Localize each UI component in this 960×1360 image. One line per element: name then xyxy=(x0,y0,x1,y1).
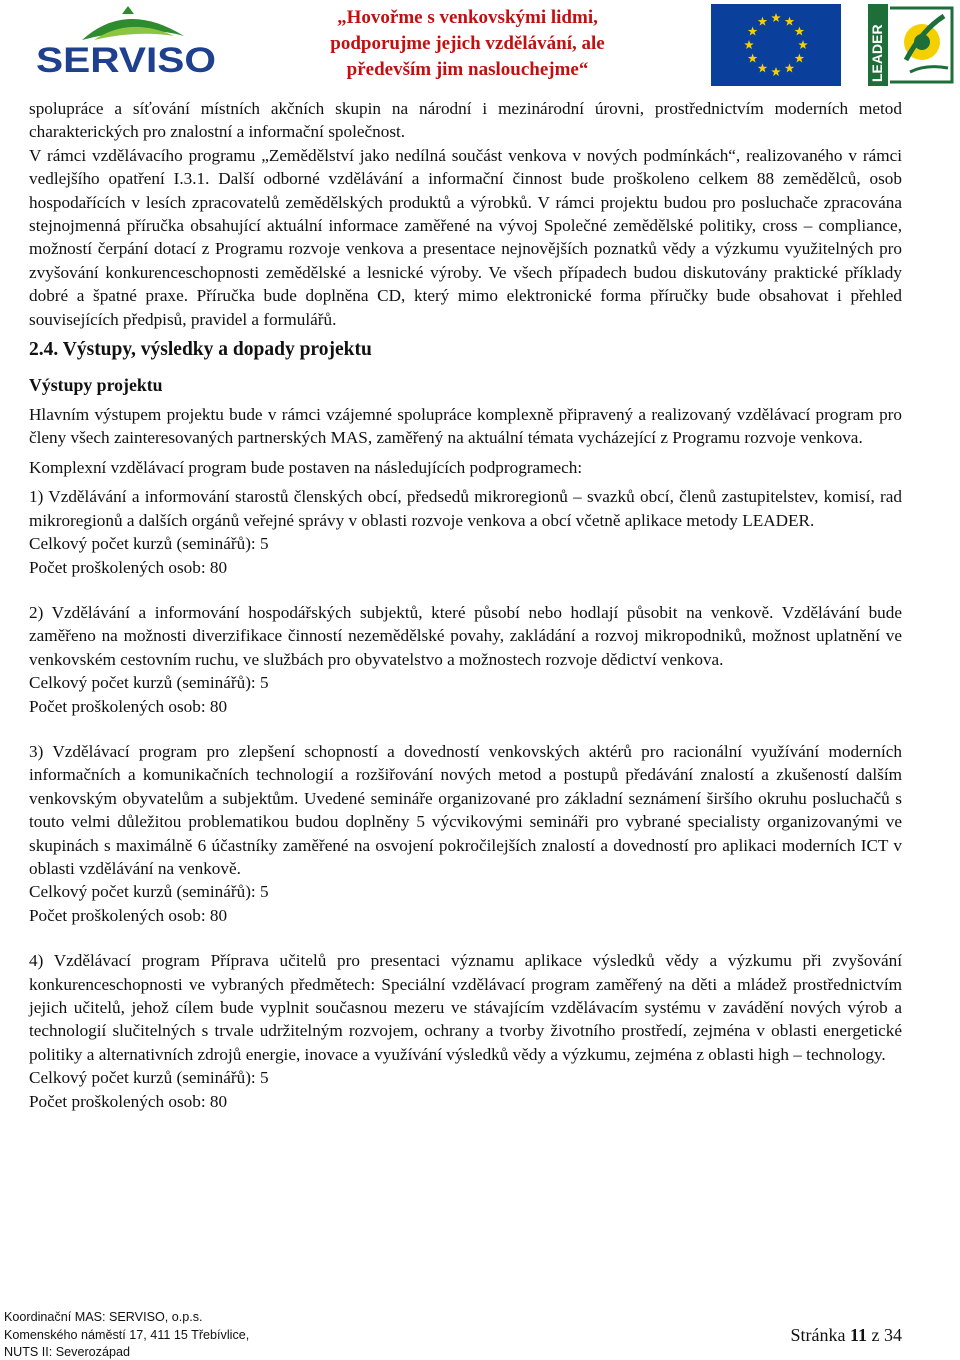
subprogram-item xyxy=(29,601,902,718)
courses-count: Celkový počet kurzů (seminářů): 5 xyxy=(29,1068,269,1088)
footer-address xyxy=(4,1309,249,1360)
subprogram-text: 3) Vzdělávací program pro zlepšení schopností a dovedností venkovských aktérů pro racionální využívání moderních informačních a komunikačních technologií a rozšiřování nových metod a postupů předávání znalostí a zkušeností dalším venkovským obyvatelům a subjektům. Uvedené semináře organizované pro základní seznámení širšího okruhu posluchačů s touto velmi důležitou problematikou budou doplněny 5 výcvikovými semináři pro vybrané specialisty organizovanými ve skupinách s maximálně 6 účastníky zaměřené na osvojení pokročilejších znalostí a dovedností pro aplikaci moderních ICT v oblasti vzdělávání na venkově. xyxy=(29,741,902,878)
page-sep: z xyxy=(871,1325,880,1345)
page-total: 34 xyxy=(884,1325,902,1345)
quote-line: především jim naslouchejme“ xyxy=(346,59,589,80)
courses-count: Celkový počet kurzů (seminářů): 5 xyxy=(29,534,269,554)
courses-count: Celkový počet kurzů (seminářů): 5 xyxy=(29,673,269,693)
subprogram-item xyxy=(29,740,902,927)
page-current: 11 xyxy=(849,1325,867,1345)
paragraph: Komplexní vzdělávací program bude postaven na následujících podprogramech: xyxy=(29,457,583,477)
quote-line: „Hovořme s venkovskými lidmi, xyxy=(337,7,598,28)
page-number xyxy=(791,1325,903,1346)
document-body xyxy=(29,97,902,1113)
persons-count: Počet proškolených osob: 80 xyxy=(29,696,228,716)
eu-flag-icon xyxy=(711,4,841,86)
quote-line: podporujme jejich vzdělávání, ale xyxy=(330,33,605,54)
serviso-logo-graphic xyxy=(34,6,219,76)
section-heading: 2.4. Výstupy, výsledky a dopady projektu xyxy=(29,339,372,361)
page-prefix: Stránka xyxy=(790,1325,846,1345)
paragraph: Hlavním výstupem projektu bude v rámci vzájemné spolupráce komplexně připravený a realizovaný vzdělávací program pro členy všech zainteresovaných partnerských MAS, zaměřený na aktuální témata vycházející z Programu rozvoje venkova. xyxy=(29,405,902,448)
persons-count: Počet proškolených osob: 80 xyxy=(29,1091,228,1111)
header-quote xyxy=(270,5,665,83)
subprogram-text: 4) Vzdělávací program Příprava učitelů pro presentaci významu aplikace výsledků vědy a výzkumu při zvyšování konkurenceschopnosti ve vybraných předmětech: Speciální vzdělávací program zaměřený na děti a mládež prostřednictvím jejich učitelů, jehož cílem bude vyplnit současnou mezeru ve stávajícím vzdělávacím systému v zavádění nových výrob a technologií slučitelných s trvale udržitelným rozvojem, ochrany a tvorby životního prostředí, zejména v oblasti energetické politiky a alternativních zdrojů energie, inovace a využívání výsledků vědy a výzkumu, zejména z oblasti high – technology. xyxy=(29,951,902,1064)
page-header xyxy=(0,0,960,95)
subprogram-text: 2) Vzdělávání a informování hospodářských subjektů, které působí nebo hodlají působit na venkově. Vzdělávání bude zaměřeno na možnosti diverzifikace činností nezemědělské povahy, zakládání a rozvoj mikropodniků, možnost uplatnění ve venkovském cestovním ruchu, ve službách pro obyvatelstvo a možnostech rozvoje dědictví venkova. xyxy=(29,602,902,669)
persons-count: Počet proškolených osob: 80 xyxy=(29,905,228,925)
footer-line: Koordinační MAS: SERVISO, o.p.s. xyxy=(4,1310,203,1324)
leader-logo xyxy=(866,2,956,88)
footer-line: NUTS II: Severozápad xyxy=(4,1345,130,1359)
paragraph: V rámci vzdělávacího programu „Zemědělství jako nedílná součást venkova v nových podmínkách“, realizovaného v rámci vedlejšího opatření I.3.1. Další odborné vzdělávání a informační činnost bude proškoleno celkem 88 zemědělců, osob hospodařících v lesích zpracovatelů zemědělských produktů a výrobků. V rámci projektu budou pro posluchače zpracována stejnojmenná příručka obsahující aktuální informace zaměřené na vývoj Společné zemědělské politiky, cross – compliance, možností čerpání dotací z Programu rozvoje venkova a presentace nejnovějších poznatků vědy a výzkumu využitelných pro zvyšování konkurenceschopnosti zemědělské a lesnické výroby. Ve všech případech budou diskutovány praktické příklady dobré a špatné praxe. Příručka bude doplněna CD, který mimo elektronické forma příručky bude obsahovat i přehled souvisejících předpisů, pravidel a formulářů. xyxy=(29,145,902,329)
subprogram-text: 1) Vzdělávání a informování starostů členských obcí, předsedů mikroregionů – svazků obcí, členů zastupitelstev, komisí, rad mikroregionů a dalších orgánů veřejné správy v oblasti rozvoje venkova a obcí včetně aplikace metody LEADER. xyxy=(29,487,902,530)
footer-line: Komenského náměstí 17, 411 15 Třebívlice, xyxy=(4,1327,250,1342)
serviso-logo-text: SERVISO xyxy=(36,41,216,76)
persons-count: Počet proškolených osob: 80 xyxy=(29,557,228,577)
subprogram-item xyxy=(29,949,902,1113)
subprogram-item xyxy=(29,485,902,579)
leader-logo-text: LEADER xyxy=(869,24,885,82)
courses-count: Celkový počet kurzů (seminářů): 5 xyxy=(29,882,269,902)
paragraph: spolupráce a síťování místních akčních skupin na národní i mezinárodní úrovni, prostřednictvím moderních metod charakterických pro znalostní a informační společnost. xyxy=(29,99,902,142)
serviso-logo xyxy=(34,6,219,76)
subsection-heading: Výstupy projektu xyxy=(29,375,163,396)
